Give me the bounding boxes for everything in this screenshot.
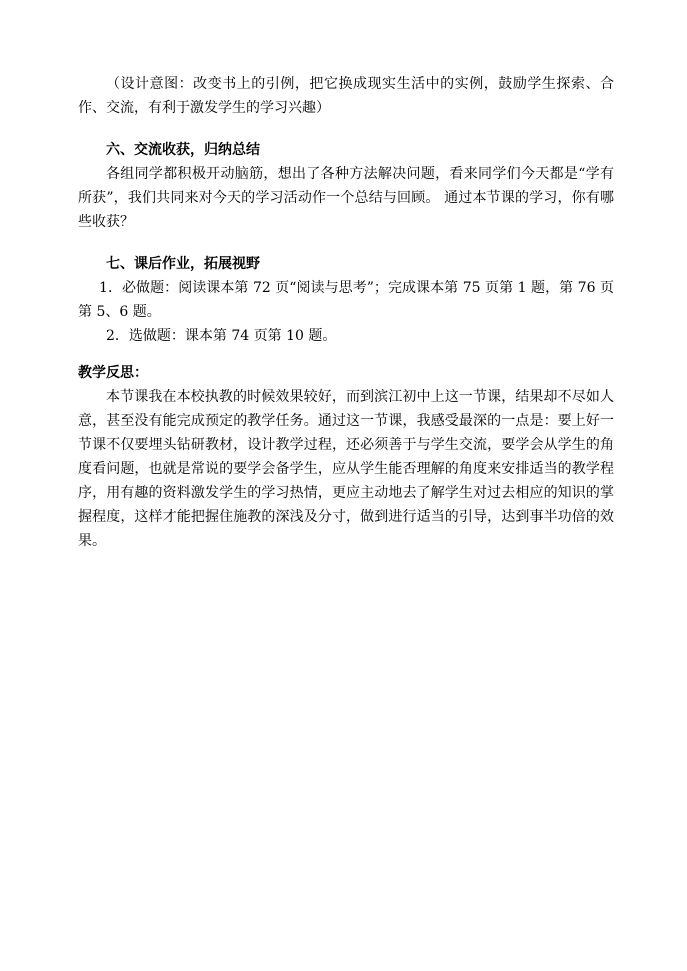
reflection-body: 本节课我在本校执教的时候效果较好，而到滨江初中上这一节课，结果却不尽如人意，甚至没有能完成预定的教学任务。通过这一节课，我感受最深的一点是：要上好一节课不仅要埋头钻研教材，设计教学过程，还必须善于与学生交流，要学会从学生的角度看问题，也就是常说的要学会备学生，应从学生能否理解的角度来安排适当的教学程序，用有趣的资料激发学生的学习热情，更应主动地去了解学生对过去相应的知识的掌握程度，这样才能把握住施教的深浅及分寸，做到进行适当的引导，达到事半功倍的效果。 bbox=[78, 389, 614, 549]
homework-optional: 2．选做题：课本第 74 页第 10 题。 bbox=[106, 328, 337, 344]
reflection-title: 教学反思： bbox=[78, 365, 148, 381]
document-body bbox=[78, 72, 614, 553]
section-6-body: 各组同学都积极开动脑筋，想出了各种方法解决问题，看来同学们今天都是“学有所获”，我们共同来对今天的学习活动作一个总结与回顾。 通过本节课的学习，你有哪些收获？ bbox=[78, 166, 614, 230]
section-7-heading: 七、课后作业，拓展视野 bbox=[106, 256, 260, 272]
spacer bbox=[78, 348, 614, 361]
design-intent-note: （设计意图：改变书上的引例，把它换成现实生活中的实例，鼓励学生探索、合作、交流，有利于激发学生的学习兴趣） bbox=[78, 76, 614, 116]
spacer bbox=[78, 234, 614, 252]
section-6-heading: 六、交流收获，归纳总结 bbox=[106, 142, 260, 158]
homework-required: 1．必做题：阅读课本第 72 页“阅读与思考”；完成课本第 75 页第 1 题，第 76 页第 5、6 题。 bbox=[78, 280, 614, 320]
spacer bbox=[78, 120, 614, 138]
